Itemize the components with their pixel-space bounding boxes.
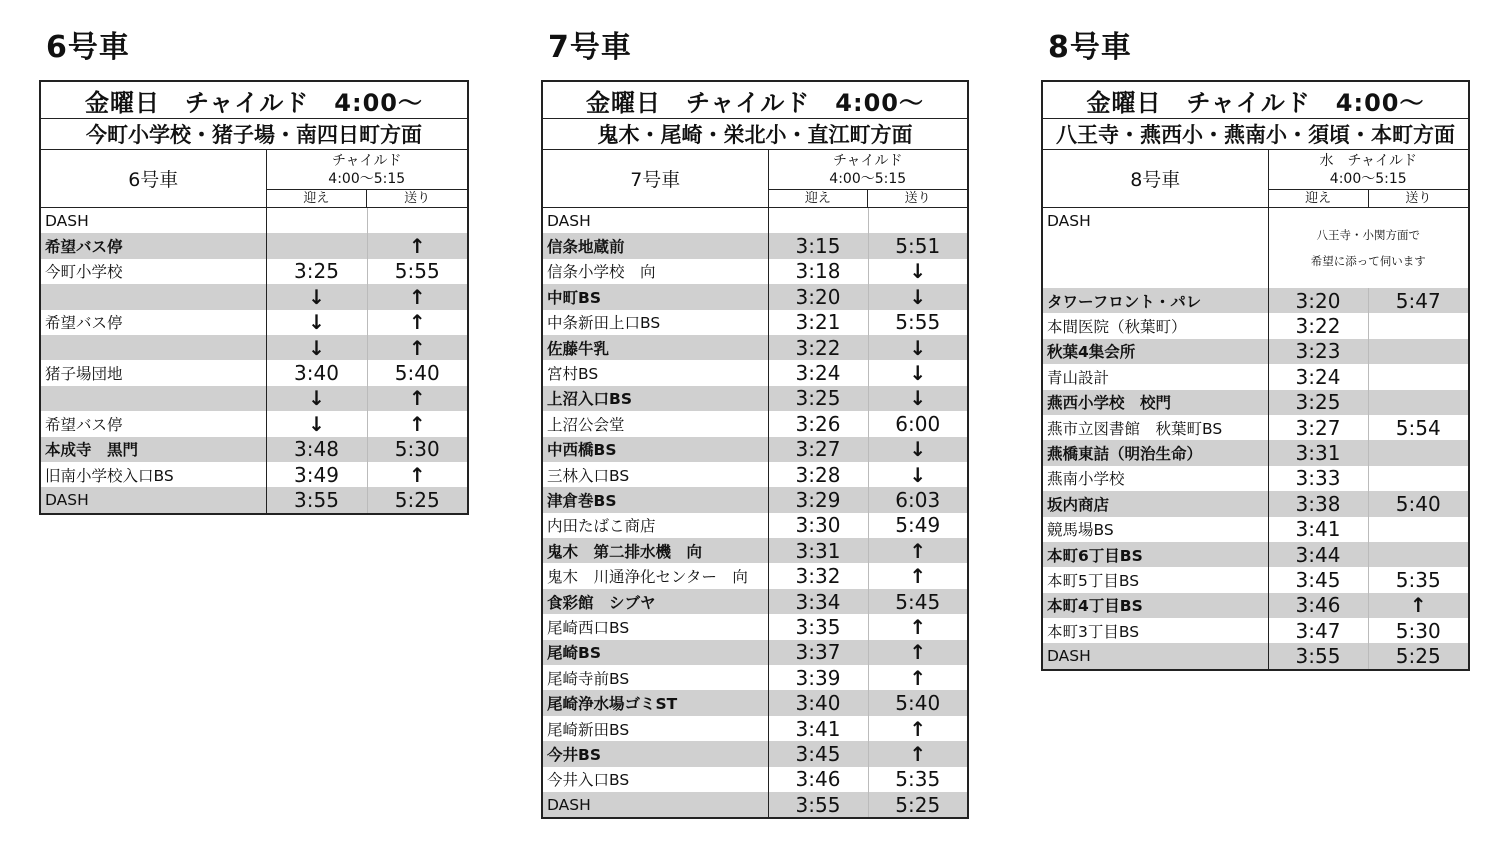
- car-6-schedule-table: [39, 80, 469, 515]
- dropoff-time: [1368, 339, 1469, 364]
- stop-name: 本町4丁目BS: [1042, 593, 1268, 618]
- dropoff-time: 5:40: [1368, 491, 1469, 516]
- pickup-time: 3:55: [266, 487, 367, 513]
- stop-row: [1042, 440, 1469, 465]
- dropoff-time: 5:35: [1395, 567, 1441, 592]
- pickup-time: ↓: [266, 411, 367, 436]
- stop-name: DASH: [40, 487, 266, 513]
- stop-row: [1042, 542, 1469, 567]
- pickup-time: 3:25: [266, 259, 367, 284]
- pickup-time: 3:24: [768, 360, 868, 385]
- stop-name: 津倉巻BS: [542, 487, 768, 512]
- stop-name: 尾崎BS: [542, 640, 768, 665]
- car-8-schedule-table: [1041, 80, 1470, 671]
- pickup-time: 3:20: [768, 284, 868, 309]
- stop-name: 三林入口BS: [542, 462, 768, 487]
- dropoff-time: ↓: [868, 284, 968, 309]
- stop-row: [542, 767, 968, 792]
- dropoff-time: ↑: [868, 640, 968, 665]
- stop-row: [40, 335, 468, 360]
- pickup-time: 3:15: [768, 233, 868, 258]
- dropoff-time: 5:35: [895, 767, 941, 792]
- stop-row: [1042, 415, 1469, 440]
- header-area: 鬼木・尾崎・栄北小・直江町方面: [542, 119, 968, 150]
- dropoff-time: ↑: [367, 335, 468, 360]
- time-header: [266, 150, 468, 208]
- header-day: 金曜日 チャイルド 4:00〜: [542, 81, 968, 119]
- dropoff-time: 6:00: [895, 411, 941, 436]
- stop-name: 猪子場団地: [40, 360, 266, 385]
- stop-name: 燕西小学校 校門: [1042, 390, 1268, 415]
- stop-name: 燕南小学校: [1042, 466, 1268, 491]
- time-header: [768, 150, 968, 208]
- pickup-time: 3:29: [768, 487, 868, 512]
- dropoff-time: ↑: [868, 538, 968, 563]
- stop-row: [1042, 364, 1469, 389]
- note: [1268, 208, 1469, 289]
- stop-row: [40, 360, 468, 385]
- pickup-time: 3:33: [1268, 466, 1368, 491]
- dropoff-time: [1368, 390, 1469, 415]
- header-day: 金曜日 チャイルド 4:00〜: [40, 81, 468, 119]
- stop-row: [40, 437, 468, 462]
- dropoff-time: [868, 208, 968, 234]
- stop-name: タワーフロント・パレ: [1042, 288, 1268, 313]
- chime-time: 4:00〜5:15: [328, 171, 406, 187]
- pickup-time: [768, 208, 868, 234]
- pickup-time: ↓: [266, 310, 367, 335]
- stop-name: 中町BS: [542, 284, 768, 309]
- stop-name: 本町5丁目BS: [1042, 567, 1268, 592]
- dropoff-time: 5:55: [895, 310, 941, 335]
- stop-row: [40, 208, 468, 234]
- pickup-time: 3:37: [768, 640, 868, 665]
- pickup-time: 3:41: [768, 716, 868, 741]
- stop-name: 食彩館 シブヤ: [542, 589, 768, 614]
- pickup-time: 3:55: [1268, 643, 1368, 669]
- stop-row: [1042, 567, 1469, 592]
- stop-name: 希望バス停: [40, 233, 266, 258]
- stop-row: [542, 335, 968, 360]
- pickup-time: 3:22: [768, 335, 868, 360]
- stop-row: [542, 487, 968, 512]
- pickup-label: 迎え: [1269, 190, 1369, 207]
- stop-row: [542, 513, 968, 538]
- stop-row: [542, 360, 968, 385]
- pickup-time: 3:45: [1268, 567, 1368, 592]
- dropoff-time: ↑: [408, 462, 426, 487]
- stop-name: 宮村BS: [542, 360, 768, 385]
- chime-label: チャイルド: [331, 153, 402, 169]
- stop-row: [1042, 643, 1469, 669]
- dropoff-time: [1368, 364, 1469, 389]
- pickup-time: 3:47: [1268, 618, 1368, 643]
- stop-row: [542, 614, 968, 639]
- stop-name: 内田たばこ商店: [542, 513, 768, 538]
- dropoff-time: ↓: [909, 259, 927, 284]
- chime-label: 水 チャイルド: [1319, 153, 1418, 169]
- pickup-time: 3:27: [768, 437, 868, 462]
- dropoff-time: 5:25: [868, 792, 968, 818]
- dropoff-time: 5:49: [895, 513, 941, 538]
- stop-name: 上沼公会堂: [542, 411, 768, 436]
- dropoff-label: 送り: [1405, 191, 1432, 206]
- dropoff-time: [367, 208, 468, 234]
- header-day: 金曜日 チャイルド 4:00〜: [1042, 81, 1469, 119]
- header-area: 今町小学校・猪子場・南四日町方面: [40, 119, 468, 150]
- car-7-title: 7号車: [548, 30, 632, 65]
- pickup-time: 3:45: [768, 741, 868, 766]
- stop-name: 青山設計: [1042, 364, 1268, 389]
- stop-name: 秋葉4集会所: [1042, 339, 1268, 364]
- pickup-time: 3:31: [768, 538, 868, 563]
- header-area: 八王寺・燕西小・燕南小・須頃・本町方面: [1042, 119, 1469, 150]
- pickup-time: 3:40: [266, 360, 367, 385]
- dash-start-row: [1042, 208, 1469, 289]
- dropoff-time: [1368, 466, 1469, 491]
- stop-name: 競馬場BS: [1042, 517, 1268, 542]
- pickup-time: 3:44: [1268, 542, 1368, 567]
- stop-row: [542, 792, 968, 818]
- dropoff-time: [1368, 313, 1469, 338]
- stop-row: [542, 690, 968, 715]
- stop-row: [40, 284, 468, 309]
- stop-row: [542, 411, 968, 436]
- stops-body: [40, 208, 468, 514]
- stops-body: [542, 208, 968, 819]
- pickup-label: 迎え: [267, 190, 368, 207]
- stop-row: [40, 411, 468, 436]
- stop-row: [542, 208, 968, 234]
- stop-row: [542, 386, 968, 411]
- pickup-time: 3:34: [768, 589, 868, 614]
- dropoff-time: 5:25: [1368, 643, 1469, 669]
- dropoff-time: ↑: [909, 564, 927, 589]
- stop-name: [40, 284, 266, 309]
- dropoff-time: 5:40: [394, 361, 440, 386]
- car-6-title: 6号車: [46, 30, 130, 65]
- stop-row: [40, 233, 468, 258]
- dropoff-time: ↑: [868, 741, 968, 766]
- stop-name: 本町6丁目BS: [1042, 542, 1268, 567]
- pickup-time: ↓: [266, 335, 367, 360]
- stop-row: [542, 741, 968, 766]
- chime-time: 4:00〜5:15: [1329, 171, 1407, 187]
- dropoff-time: 5:45: [868, 589, 968, 614]
- pickup-time: 3:31: [1268, 440, 1368, 465]
- chime-time: 4:00〜5:15: [829, 171, 907, 187]
- pickup-label: 迎え: [769, 190, 869, 207]
- stop-row: [542, 563, 968, 588]
- dropoff-time: [1368, 440, 1469, 465]
- stop-row: [1042, 491, 1469, 516]
- dropoff-label: 送り: [404, 191, 431, 206]
- pickup-time: 3:20: [1268, 288, 1368, 313]
- pickup-time: ↓: [266, 386, 367, 411]
- stop-name: 信条地蔵前: [542, 233, 768, 258]
- dropoff-time: 5:30: [1395, 618, 1441, 643]
- car-label: 7号車: [542, 150, 768, 208]
- car-label: 6号車: [40, 150, 266, 208]
- dropoff-time: ↑: [909, 716, 927, 741]
- pickup-time: 3:21: [768, 310, 868, 335]
- stop-name: 本成寺 黒門: [40, 437, 266, 462]
- dropoff-time: ↑: [909, 614, 927, 639]
- stop-name: 尾崎新田BS: [542, 716, 768, 741]
- pickup-time: [266, 208, 367, 234]
- dropoff-time: ↑: [367, 284, 468, 309]
- pickup-time: 3:38: [1268, 491, 1368, 516]
- stop-name: 希望バス停: [40, 411, 266, 436]
- pickup-time: 3:46: [768, 767, 868, 792]
- dropoff-time: [1368, 517, 1469, 542]
- dropoff-time: ↑: [367, 386, 468, 411]
- dropoff-time: 5:54: [1395, 415, 1441, 440]
- stop-name: 信条小学校 向: [542, 259, 768, 284]
- dropoff-time: [1368, 542, 1469, 567]
- stop-row: [542, 259, 968, 284]
- dropoff-time: ↑: [909, 665, 927, 690]
- stop-name: 今井入口BS: [542, 767, 768, 792]
- stop-row: [1042, 618, 1469, 643]
- pickup-time: 3:23: [1268, 339, 1368, 364]
- stop-row: [1042, 288, 1469, 313]
- dropoff-time: ↓: [868, 437, 968, 462]
- pickup-time: 3:25: [1268, 390, 1368, 415]
- pickup-time: 3:18: [768, 259, 868, 284]
- stop-name: 中西橋BS: [542, 437, 768, 462]
- dropoff-time: 5:47: [1368, 288, 1469, 313]
- dropoff-time: 5:55: [394, 259, 440, 284]
- stop-row: [542, 538, 968, 563]
- pickup-time: 3:55: [768, 792, 868, 818]
- stop-row: [542, 310, 968, 335]
- stop-name: DASH: [542, 792, 768, 818]
- note-line: 八王寺・小関方面で: [1316, 228, 1420, 242]
- dropoff-time: 5:40: [868, 690, 968, 715]
- pickup-time: 3:27: [1268, 415, 1368, 440]
- pickup-time: 3:30: [768, 513, 868, 538]
- stop-name: 希望バス停: [40, 310, 266, 335]
- dropoff-time: 5:25: [367, 487, 468, 513]
- car-8-title: 8号車: [1048, 30, 1132, 65]
- stop-row: [1042, 339, 1469, 364]
- stop-row: [40, 310, 468, 335]
- pickup-time: 3:39: [768, 665, 868, 690]
- stop-row: [542, 665, 968, 690]
- stop-row: [542, 437, 968, 462]
- stop-name: 坂内商店: [1042, 491, 1268, 516]
- stop-name: 尾崎寺前BS: [542, 665, 768, 690]
- stop-name: 尾崎浄水場ゴミST: [542, 690, 768, 715]
- pickup-time: 3:28: [768, 462, 868, 487]
- stop-name: [40, 335, 266, 360]
- pickup-time: 3:49: [266, 462, 367, 487]
- stop-name: 鬼木 川通浄化センター 向: [542, 563, 768, 588]
- dropoff-time: 5:51: [868, 233, 968, 258]
- pickup-time: [266, 233, 367, 258]
- dropoff-time: ↑: [1368, 593, 1469, 618]
- stop-name: 尾崎西口BS: [542, 614, 768, 639]
- dropoff-time: ↑: [408, 411, 426, 436]
- stop-name: 今井BS: [542, 741, 768, 766]
- stop-name: 鬼木 第二排水機 向: [542, 538, 768, 563]
- stop-name: [40, 386, 266, 411]
- time-header: [1268, 150, 1469, 208]
- dropoff-time: ↓: [909, 361, 927, 386]
- pickup-time: 3:46: [1268, 593, 1368, 618]
- stop-row: [542, 716, 968, 741]
- pickup-time: 3:35: [768, 614, 868, 639]
- pickup-time: 3:48: [266, 437, 367, 462]
- pickup-time: 3:24: [1268, 364, 1368, 389]
- pickup-time: 3:41: [1268, 517, 1368, 542]
- stop-name: DASH: [40, 208, 266, 234]
- stop-row: [542, 589, 968, 614]
- dropoff-time: ↓: [868, 335, 968, 360]
- stop-name: 今町小学校: [40, 259, 266, 284]
- stop-name: DASH: [1042, 643, 1268, 669]
- pickup-time: ↓: [266, 284, 367, 309]
- stop-row: [1042, 313, 1469, 338]
- stop-row: [40, 487, 468, 513]
- car-label: 8号車: [1042, 150, 1268, 208]
- pickup-time: 3:22: [1268, 313, 1368, 338]
- pickup-time: 3:25: [768, 386, 868, 411]
- note-line: 希望に添って伺います: [1310, 254, 1426, 268]
- stop-row: [1042, 466, 1469, 491]
- dropoff-time: ↓: [868, 386, 968, 411]
- chime-label: チャイルド: [832, 153, 903, 169]
- dropoff-time: ↓: [909, 462, 927, 487]
- stop-name: DASH: [1042, 208, 1268, 289]
- stop-row: [1042, 593, 1469, 618]
- stop-row: [40, 259, 468, 284]
- dropoff-label: 送り: [904, 191, 931, 206]
- stop-name: 燕橋東詰（明治生命）: [1042, 440, 1268, 465]
- pickup-time: 3:40: [768, 690, 868, 715]
- stop-name: 本間医院（秋葉町）: [1042, 313, 1268, 338]
- stop-name: 燕市立図書館 秋葉町BS: [1042, 415, 1268, 440]
- stop-row: [542, 640, 968, 665]
- stop-row: [542, 462, 968, 487]
- dropoff-time: ↑: [367, 233, 468, 258]
- stop-name: 本町3丁目BS: [1042, 618, 1268, 643]
- pickup-time: 3:26: [768, 411, 868, 436]
- stop-row: [1042, 390, 1469, 415]
- dropoff-time: 5:30: [367, 437, 468, 462]
- stop-row: [1042, 517, 1469, 542]
- stop-row: [40, 386, 468, 411]
- stop-name: 中条新田上口BS: [542, 310, 768, 335]
- car-7-schedule-table: [541, 80, 969, 819]
- stop-row: [542, 233, 968, 258]
- stop-name: 旧南小学校入口BS: [40, 462, 266, 487]
- stop-row: [542, 284, 968, 309]
- stops-body: [1042, 288, 1469, 670]
- stop-row: [40, 462, 468, 487]
- dropoff-time: 6:03: [868, 487, 968, 512]
- dropoff-time: ↑: [408, 310, 426, 335]
- stop-name: 上沼入口BS: [542, 386, 768, 411]
- pickup-time: 3:32: [768, 563, 868, 588]
- stop-name: DASH: [542, 208, 768, 234]
- stop-name: 佐藤牛乳: [542, 335, 768, 360]
